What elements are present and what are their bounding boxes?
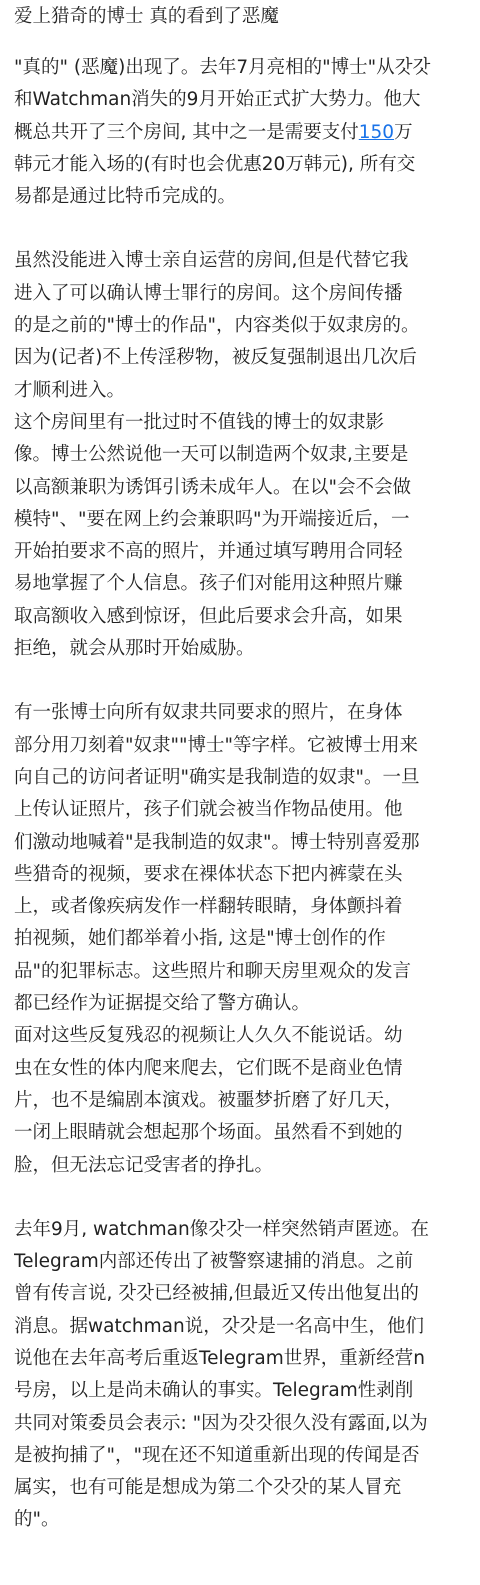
text-line [14, 52, 468, 84]
text-segment: 韩元才能入场的(有时也会优惠20万韩元), 所有交 [14, 153, 416, 175]
text-line [14, 407, 468, 439]
text-line [14, 794, 468, 826]
paragraph-gap [14, 665, 468, 697]
text-line [14, 762, 468, 794]
text-line [14, 342, 468, 374]
text-segment: 易都是通过比特币完成的。 [14, 186, 237, 208]
text-segment: 面对这些反复残忍的视频让人久久不能说话。幼 [14, 1025, 403, 1047]
text-line [14, 439, 468, 471]
text-segment: 概总共开了三个房间, 其中之一是需要支付 [14, 121, 359, 143]
text-segment: 们激动地喊着"是我制造的奴隶"。博士特别喜爱那 [14, 831, 420, 853]
text-segment: 进入了可以确认博士罪行的房间。这个房间传播 [14, 282, 403, 304]
text-segment: 部分用刀刻着"奴隶""博士"等字样。它被博士用来 [14, 734, 419, 756]
text-line [14, 310, 468, 342]
text-line [14, 956, 468, 988]
text-line [14, 181, 468, 213]
text-line [14, 1440, 468, 1472]
text-line [14, 117, 468, 149]
text-line [14, 1472, 468, 1504]
paragraph [14, 245, 468, 665]
text-line [14, 1311, 468, 1343]
amount-link[interactable]: 150 [358, 121, 395, 143]
text-line [14, 1278, 468, 1310]
article-body [14, 52, 468, 1537]
paragraph [14, 1214, 468, 1537]
text-segment: 上，或者像疾病发作一样翻转眼睛，身体颤抖着 [14, 896, 403, 918]
text-line [14, 245, 468, 277]
text-segment: 消息。据watchman说，갓갓是一名高中生，他们 [14, 1315, 424, 1337]
text-segment: 曾有传言说, 갓갓已经被捕,但最近又传出他复出的 [14, 1283, 419, 1305]
text-segment: 取高额收入感到惊讶，但此后要求会升高，如果 [14, 605, 403, 627]
text-segment: 以高额兼职为诱饵引诱未成年人。在以"会不会做 [14, 476, 412, 498]
text-segment: 拒绝，就会从那时开始威胁。 [14, 638, 255, 660]
text-line [14, 375, 468, 407]
text-segment: 模特"、"要在网上约会兼职吗"为开端接近后，一 [14, 508, 410, 530]
text-segment: 和Watchman消失的9月开始正式扩大势力。他大 [14, 89, 421, 111]
text-segment: 的是之前的"博士的作品"，内容类似于奴隶房的。 [14, 315, 420, 337]
text-line [14, 568, 468, 600]
text-segment: 的"。 [14, 1509, 60, 1531]
text-line [14, 730, 468, 762]
text-line [14, 1408, 468, 1440]
text-line [14, 536, 468, 568]
text-line [14, 504, 468, 536]
article-title: 爱上猎奇的博士 真的看到了恶魔 [14, 6, 279, 27]
paragraph [14, 697, 468, 1181]
paragraph [14, 52, 468, 213]
text-segment: 号房，以上是尚未确认的事实。Telegram性剥削 [14, 1380, 414, 1402]
text-segment: 片，也不是编剧本演戏。被噩梦折磨了好几天， [14, 1089, 403, 1111]
text-line [14, 923, 468, 955]
text-segment: 开始拍要求不高的照片，并通过填写聘用合同轻 [14, 541, 403, 563]
text-segment: 脸，但无法忘记受害者的挣扎。 [14, 1154, 274, 1176]
text-line [14, 988, 468, 1020]
text-segment: 因为(记者)不上传淫秽物，被反复强制退出几次后 [14, 347, 417, 369]
text-line [14, 1343, 468, 1375]
text-segment: 说他在去年高考后重返Telegram世界，重新经营n [14, 1347, 425, 1369]
text-segment: 这个房间里有一批过时不值钱的博士的奴隶影 [14, 411, 385, 433]
text-line [14, 1246, 468, 1278]
text-line [14, 859, 468, 891]
text-line [14, 1020, 468, 1052]
text-line [14, 84, 468, 116]
text-line [14, 1375, 468, 1407]
text-line [14, 633, 468, 665]
text-segment: 一闭上眼睛就会想起那个场面。虽然看不到她的 [14, 1122, 403, 1144]
text-segment: 才顺利进入。 [14, 379, 126, 401]
text-line [14, 601, 468, 633]
text-segment: 共同对策委员会表示: "因为갓갓很久没有露面,以为 [14, 1412, 428, 1434]
text-segment: "真的" (恶魔)出现了。去年7月亮相的"博士"从갓갓 [14, 57, 431, 78]
text-line [14, 1053, 468, 1085]
text-line [14, 1214, 468, 1246]
text-segment: 属实，也有可能是想成为第二个갓갓的某人冒充 [14, 1477, 402, 1499]
text-segment: 易地掌握了个人信息。孩子们对能用这种照片赚 [14, 573, 403, 595]
text-segment: 都已经作为证据提交给了警方确认。 [14, 993, 311, 1015]
paragraph-gap [14, 1182, 468, 1214]
text-line [14, 1150, 468, 1182]
text-segment: 像。博士公然说他一天可以制造两个奴隶,主要是 [14, 444, 409, 466]
text-segment: 虫在女性的体内爬来爬去，它们既不是商业色情 [14, 1057, 403, 1079]
text-line [14, 697, 468, 729]
text-segment: 去年9月, watchman像갓갓一样突然销声匿迹。在 [14, 1218, 429, 1240]
text-segment: 虽然没能进入博士亲自运营的房间,但是代替它我 [14, 250, 409, 272]
text-line [14, 1085, 468, 1117]
text-segment: 是被拘捕了"，"现在还不知道重新出现的传闻是否 [14, 1444, 420, 1466]
text-segment: 些猎奇的视频，要求在裸体状态下把内裤蒙在头 [14, 863, 403, 885]
text-line [14, 1504, 468, 1536]
text-segment: 品"的犯罪标志。这些照片和聊天房里观众的发言 [14, 960, 412, 982]
paragraph-gap [14, 213, 468, 245]
text-line [14, 827, 468, 859]
text-segment: 万 [394, 121, 413, 143]
text-line [14, 278, 468, 310]
text-segment: 向自己的访问者证明"确实是我制造的奴隶"。一旦 [14, 766, 420, 788]
text-segment: 上传认证照片，孩子们就会被当作物品使用。他 [14, 799, 403, 821]
text-line [14, 1117, 468, 1149]
text-segment: Telegram内部还传出了被警察逮捕的消息。之前 [14, 1251, 414, 1273]
text-line [14, 891, 468, 923]
text-segment: 有一张博士向所有奴隶共同要求的照片，在身体 [14, 702, 403, 724]
text-line [14, 149, 468, 181]
text-line [14, 472, 468, 504]
text-segment: 拍视频，她们都举着小指, 这是"博士创作的作 [14, 928, 386, 950]
